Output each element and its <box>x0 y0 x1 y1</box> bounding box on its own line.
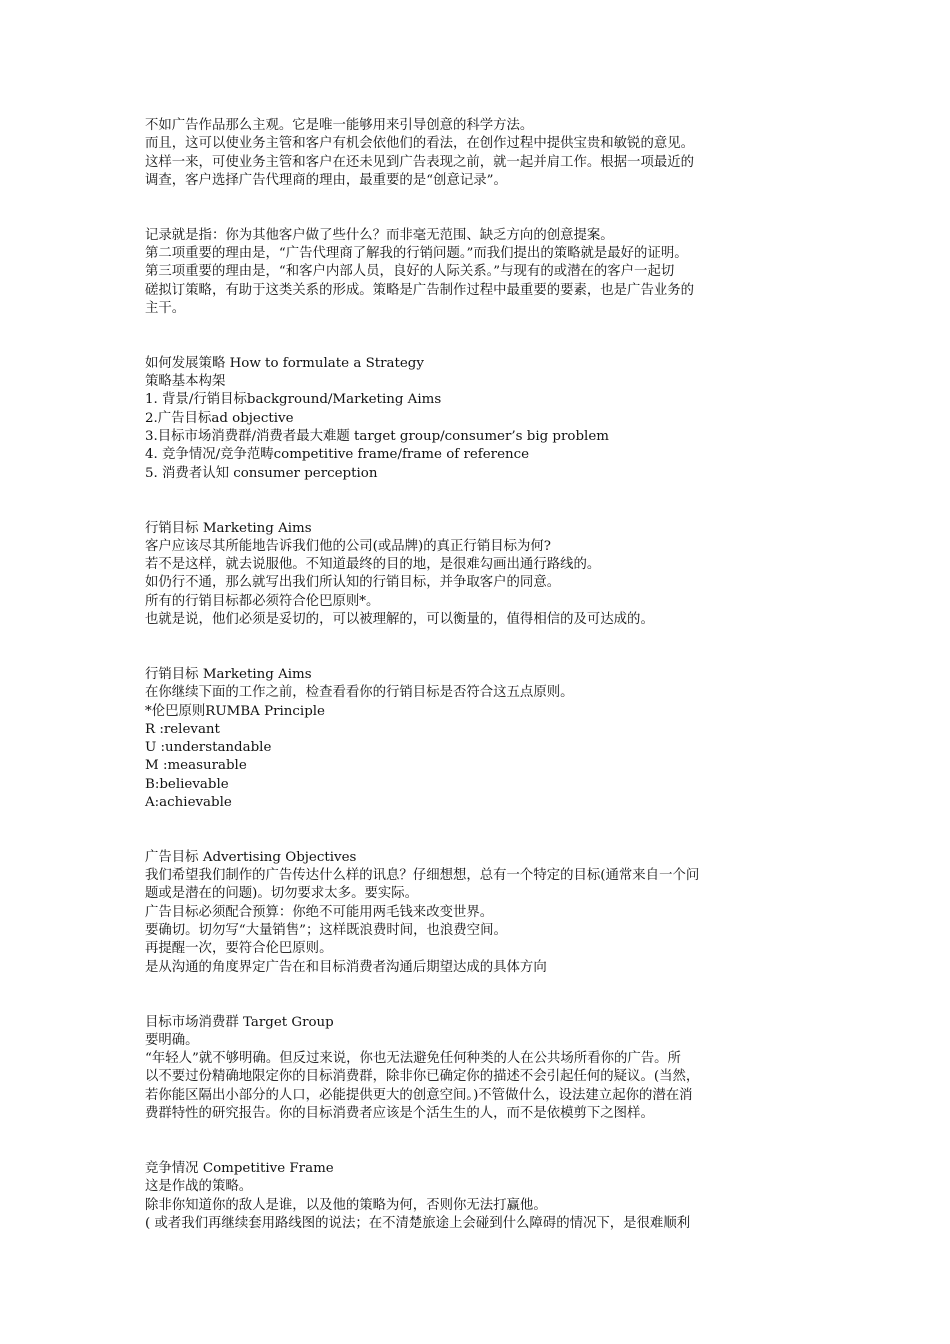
text-line: 调查，客户选择广告代理商的理由，最重要的是“创意记录”。 <box>145 172 507 188</box>
text-line: 也就是说，他们必须是妥切的，可以被理解的，可以衡量的，值得相信的及可达成的。 <box>145 612 654 628</box>
text-line: 行销目标 Marketing Aims <box>145 520 312 536</box>
text-line: *伦巴原则RUMBA Principle <box>145 703 325 719</box>
text-line: 是从沟通的角度界定广告在和目标消费者沟通后期望达成的具体方向 <box>145 959 547 975</box>
paragraph-gap <box>145 483 810 520</box>
text-line: U :understandable <box>145 740 272 756</box>
text-line: 再提醒一次，要符合伦巴原则。 <box>145 941 333 957</box>
text-line: 客户应该尽其所能地告诉我们他的公司(或品牌)的真正行销目标为何? <box>145 538 551 554</box>
text-line: 不如广告作品那么主观。它是唯一能够用来引导创意的科学方法。 <box>145 118 534 133</box>
text-line: 若不是这样，就去说服他。不知道最终的目的地，是很难勾画出通行路线的。 <box>145 557 601 573</box>
text-section <box>145 227 810 318</box>
text-line: 在你继续下面的工作之前，检查看看你的行销目标是否符合这五点原则。 <box>145 685 574 701</box>
text-line: 主干。 <box>145 300 186 316</box>
text-line: 1. 背景/行销目标background/Marketing Aims <box>145 392 442 408</box>
paragraph-gap <box>145 629 810 666</box>
text-line: A:achievable <box>145 794 232 810</box>
paragraph-gap <box>145 812 810 849</box>
text-line: 以不要过份精确地限定你的目标消费群，除非你已确定你的描述不会引起任何的疑议。(当然， <box>145 1069 700 1085</box>
document-page <box>145 117 810 1233</box>
text-line: 4. 竞争情况/竞争范畴competitive frame/frame of reference <box>145 447 530 463</box>
text-line: 磋拟订策略，有助于这类关系的形成。策略是广告制作过程中最重要的要素，也是广告业务的 <box>145 282 695 298</box>
text-line: 策略基本构架 <box>145 374 226 390</box>
text-line: 若你能区隔出小部分的人口，必能提供更大的创意空间。)不管做什么，设法建立起你的潜在消 <box>145 1087 693 1103</box>
text-line: “年轻人”就不够明确。但反过来说，你也无法避免任何种类的人在公共场所看你的广告。所 <box>145 1051 681 1067</box>
text-section <box>145 666 810 812</box>
text-line: 广告目标 Advertising Objectives <box>145 849 357 865</box>
text-line: 如仍行不通，那么就写出我们所认知的行销目标，并争取客户的同意。 <box>145 575 561 591</box>
text-line: 要确切。切勿写“大量销售”；这样既浪费时间，也浪费空间。 <box>145 923 507 939</box>
text-line: B:believable <box>145 776 229 792</box>
text-section <box>145 355 810 483</box>
text-line: 除非你知道你的敌人是谁，以及他的策略为何，否则你无法打赢他。 <box>145 1197 547 1213</box>
text-line: 费群特性的研究报告。你的目标消费者应该是个活生生的人，而不是依模剪下之图样。 <box>145 1106 654 1122</box>
text-section <box>145 117 810 190</box>
text-line: 记录就是指：你为其他客户做了些什么？而非毫无范围、缺乏方向的创意提案。 <box>145 227 614 243</box>
text-line: M :measurable <box>145 758 247 774</box>
text-line: 行销目标 Marketing Aims <box>145 666 312 682</box>
text-line: 第三项重要的理由是，“和客户内部人员，良好的人际关系。”与现有的或潜在的客户一起切 <box>145 264 675 280</box>
text-line: 所有的行销目标都必须符合伦巴原则*。 <box>145 593 380 609</box>
paragraph-gap <box>145 977 810 1014</box>
text-line: 第二项重要的理由是，“广告代理商了解我的行销问题。”而我们提出的策略就是最好的证明。 <box>145 246 688 262</box>
text-line: 如何发展策略 How to formulate a Strategy <box>145 355 424 371</box>
text-line: 3.目标市场消费群/消费者最大难题 target group/consumer’s big problem <box>145 429 609 445</box>
text-section <box>145 1160 810 1233</box>
text-section <box>145 849 810 977</box>
paragraph-gap <box>145 318 810 355</box>
paragraph-gap <box>145 190 810 227</box>
text-line: R :relevant <box>145 721 220 737</box>
text-line: 广告目标必须配合预算：你绝不可能用两毛钱来改变世界。 <box>145 904 494 920</box>
text-line: 竞争情况 Competitive Frame <box>145 1160 334 1176</box>
text-line: ( 或者我们再继续套用路线图的说法；在不清楚旅途上会碰到什么障碍的情况下，是很难顺利 <box>145 1215 691 1231</box>
text-line: 这是作战的策略。 <box>145 1179 253 1195</box>
text-line: 而且，这可以使业务主管和客户有机会依他们的看法，在创作过程中提供宝贵和敏锐的意见。 <box>145 136 695 152</box>
paragraph-gap <box>145 1123 810 1160</box>
text-line: 我们希望我们制作的广告传达什么样的讯息？仔细想想，总有一个特定的目标(通常来自一个问 <box>145 868 700 884</box>
text-section <box>145 1014 810 1124</box>
text-line: 5. 消费者认知 consumer perception <box>145 465 378 481</box>
text-line: 目标市场消费群 Target Group <box>145 1014 334 1030</box>
text-line: 2.广告目标ad objective <box>145 410 294 426</box>
text-line: 题或是潜在的问题)。切勿要求太多。要实际。 <box>145 886 419 902</box>
text-section <box>145 520 810 630</box>
text-line: 这样一来，可使业务主管和客户在还未见到广告表现之前，就一起并肩工作。根据一项最近的 <box>145 154 695 170</box>
text-line: 要明确。 <box>145 1032 199 1048</box>
